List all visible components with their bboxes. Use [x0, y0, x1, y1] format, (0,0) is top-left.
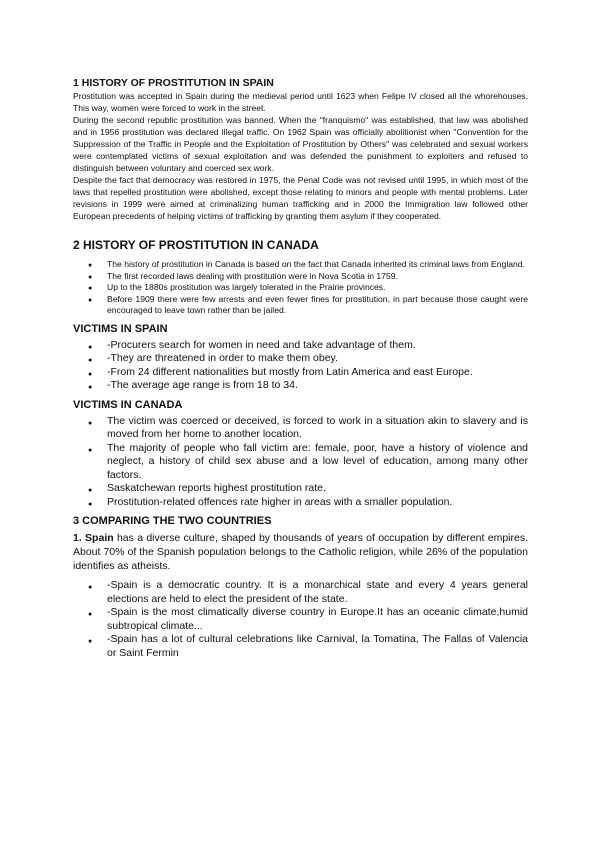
list-item: ● The victim was coerced or deceived, is forced to work in a situation akin to slavery and is moved from her home to another location. [73, 415, 528, 442]
victims-spain-heading: VICTIMS IN SPAIN [73, 322, 168, 335]
list-item: ● -They are threatened in order to make them obey. [73, 352, 528, 366]
list-item: ● Prostitution-related offences rate higher in areas with a smaller population. [73, 496, 528, 510]
section1-paragraph-3: Despite the fact that democracy was restored in 1975, the Penal Code was not revised until 1995, in which most of the laws that repelled prostitution were abolished, except those relating to minors and people with mental problems. Later revisions in 1999 were aimed at criminalizing human trafficking and in 2000 the Immigration law followed other European precedents of helping victims of trafficking by granting them asylum if they cooperated. [73, 175, 528, 221]
list-item: ● -Spain has a lot of cultural celebrations like Carnival, la Tomatina, The Fallas of Valencia or Saint Fermin [73, 633, 528, 660]
section2-heading: 2 HISTORY OF PROSTITUTION IN CANADA [73, 238, 319, 252]
section3-list [73, 579, 528, 660]
section3-lead-paragraph [73, 531, 528, 573]
document-page [73, 77, 528, 660]
list-item: ● -From 24 different nationalities but mostly from Latin America and east Europe. [73, 366, 528, 380]
list-item: ● -Procurers search for women in need and take advantage of them. [73, 339, 528, 353]
section2-list [73, 259, 528, 317]
list-item: ● -Spain is the most climatically diverse country in Europe.It has an oceanic climate,humid subtropical climate... [73, 606, 528, 633]
list-item: ● Up to the 1880s prostitution was largely tolerated in the Prairie provinces. [73, 282, 528, 294]
list-item: ● The majority of people who fall victim are: female, poor, have a history of violence and neglect, a history of child sex abuse and a low level of education, among many other factors. [73, 442, 528, 483]
list-item: ● Before 1909 there were few arrests and even fewer fines for prostitution, in part because those caught were encouraged to leave town rather than be jailed. [73, 294, 528, 317]
section3-heading: 3 COMPARING THE TWO COUNTRIES [73, 515, 272, 527]
section3-lead-text: has a diverse culture, shaped by thousands of years of occupation by different empires. About 70% of the Spanish population belongs to the Catholic religion, while 26% of the population identifies as atheists. [73, 532, 528, 572]
section1-paragraph-1: Prostitution was accepted in Spain during the medieval period until 1623 when Felipe IV closed all the whorehouses. This way, women were forced to work in the street. [73, 91, 528, 113]
section1-heading: 1 HISTORY OF PROSTITUTION IN SPAIN [73, 77, 274, 89]
list-item: ● Saskatchewan reports highest prostitution rate. [73, 482, 528, 496]
list-item: ● -The average age range is from 18 to 34. [73, 379, 528, 393]
victims-spain-list [73, 339, 528, 393]
list-item: ● The first recorded laws dealing with prostitution were in Nova Scotia in 1759. [73, 271, 528, 283]
list-item: ● The history of prostitution in Canada is based on the fact that Canada inherited its criminal laws from England. [73, 259, 528, 271]
victims-canada-heading: VICTIMS IN CANADA [73, 398, 183, 411]
section3-lead-bold: 1. Spain [73, 532, 114, 544]
section1-paragraph-2: During the second republic prostitution was banned. When the "franquismo" was established, that law was abolished and in 1956 prostitution was declared illegal traffic. On 1962 Spain was officially abolitionist when "Convention for the Suppression of the Traffic in People and the Exploitation of Prostitution by Others" was celebrated and sexual workers were contemplated victims of sexual exploitation and was defended the punishment to exploiters and refused to distinguish between voluntary and coerced sex work. [73, 115, 528, 173]
victims-canada-list [73, 415, 528, 510]
list-item: ● -Spain is a democratic country. It is a monarchical state and every 4 years general elections are held to elect the president of the state. [73, 579, 528, 606]
